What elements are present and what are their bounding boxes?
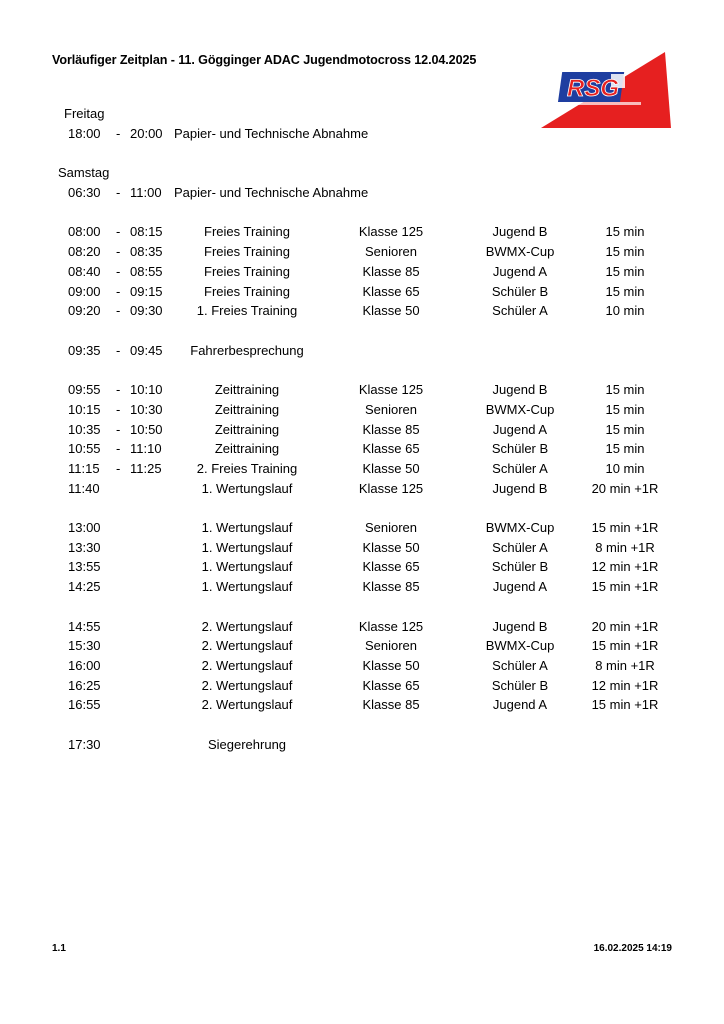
schedule-row bbox=[0, 636, 724, 656]
footer-version: 1.1 bbox=[52, 943, 66, 954]
class-name: Klasse 125 bbox=[358, 619, 424, 634]
row-description: Papier- und Technische Abnahme bbox=[174, 126, 369, 141]
event-name: 1. Wertungslauf bbox=[201, 540, 293, 555]
class-name: Klasse 125 bbox=[358, 224, 424, 239]
duration: 12 min +1R bbox=[591, 559, 659, 574]
time-start: 13:30 bbox=[68, 540, 101, 555]
time-start: 09:00 bbox=[68, 284, 101, 299]
group-name: BWMX-Cup bbox=[485, 520, 555, 535]
event-name: 2. Wertungslauf bbox=[201, 678, 293, 693]
class-name: Senioren bbox=[364, 520, 418, 535]
logo-text: RSG bbox=[567, 75, 620, 102]
time-end: 10:50 bbox=[130, 422, 163, 437]
duration: 15 min bbox=[605, 382, 645, 397]
time-start: 09:55 bbox=[68, 382, 101, 397]
group-name: Jugend A bbox=[492, 697, 548, 712]
time-end: 09:30 bbox=[130, 303, 163, 318]
event-name: Freies Training bbox=[204, 224, 290, 239]
event-name: Fahrerbesprechung bbox=[190, 343, 304, 358]
group-name: Jugend B bbox=[492, 224, 548, 239]
schedule-row bbox=[0, 222, 724, 242]
class-name: Senioren bbox=[364, 402, 418, 417]
time-end: 09:15 bbox=[130, 284, 163, 299]
duration: 15 min +1R bbox=[591, 579, 659, 594]
duration: 15 min bbox=[605, 264, 645, 279]
class-name: Klasse 85 bbox=[362, 579, 420, 594]
schedule-row bbox=[0, 695, 724, 715]
duration: 15 min +1R bbox=[591, 697, 659, 712]
group-name: Jugend A bbox=[492, 579, 548, 594]
class-name: Klasse 85 bbox=[362, 697, 420, 712]
group-name: Jugend B bbox=[492, 481, 548, 496]
time-start: 08:20 bbox=[68, 244, 101, 259]
schedule-row bbox=[0, 380, 724, 400]
schedule-row bbox=[0, 301, 724, 321]
event-name: Siegerehrung bbox=[207, 737, 287, 752]
row-description: Papier- und Technische Abnahme bbox=[174, 185, 369, 200]
time-dash: - bbox=[116, 343, 121, 358]
duration: 20 min +1R bbox=[591, 481, 659, 496]
time-dash: - bbox=[116, 303, 121, 318]
schedule-row bbox=[0, 479, 724, 499]
class-name: Klasse 125 bbox=[358, 382, 424, 397]
footer-timestamp: 16.02.2025 14:19 bbox=[593, 943, 672, 954]
time-dash: - bbox=[116, 126, 121, 141]
group-name: Schüler A bbox=[492, 461, 548, 476]
time-start: 18:00 bbox=[68, 126, 101, 141]
schedule-row bbox=[0, 242, 724, 262]
event-name: 1. Wertungslauf bbox=[201, 520, 293, 535]
event-name: 1. Freies Training bbox=[196, 303, 298, 318]
class-name: Klasse 65 bbox=[362, 441, 420, 456]
rsg-logo bbox=[541, 52, 671, 128]
event-name: Freies Training bbox=[204, 244, 290, 259]
time-end: 08:15 bbox=[130, 224, 163, 239]
event-name: Zeittraining bbox=[214, 422, 280, 437]
class-name: Klasse 50 bbox=[362, 461, 420, 476]
time-start: 11:15 bbox=[68, 461, 100, 476]
time-start: 13:55 bbox=[68, 559, 101, 574]
group-name: Schüler B bbox=[491, 559, 549, 574]
event-name: Zeittraining bbox=[214, 382, 280, 397]
event-name: Freies Training bbox=[204, 284, 290, 299]
schedule-row bbox=[0, 617, 724, 637]
time-dash: - bbox=[116, 244, 121, 259]
schedule-row bbox=[0, 400, 724, 420]
duration: 15 min +1R bbox=[591, 638, 659, 653]
time-start: 08:40 bbox=[68, 264, 101, 279]
time-start: 17:30 bbox=[68, 737, 101, 752]
time-end: 08:55 bbox=[130, 264, 163, 279]
group-name: Jugend B bbox=[492, 382, 548, 397]
event-name: 2. Wertungslauf bbox=[201, 697, 293, 712]
time-start: 10:55 bbox=[68, 441, 101, 456]
page-title: Vorläufiger Zeitplan - 11. Gögginger ADAC Jugendmotocross 12.04.2025 bbox=[52, 53, 477, 67]
time-start: 16:25 bbox=[68, 678, 101, 693]
time-dash: - bbox=[116, 422, 121, 437]
duration: 12 min +1R bbox=[591, 678, 659, 693]
group-name: Schüler B bbox=[491, 284, 549, 299]
event-name: Zeittraining bbox=[214, 441, 280, 456]
event-name: 1. Wertungslauf bbox=[201, 579, 293, 594]
class-name: Klasse 50 bbox=[362, 540, 420, 555]
time-start: 09:20 bbox=[68, 303, 101, 318]
time-start: 11:40 bbox=[68, 481, 100, 496]
group-name: BWMX-Cup bbox=[485, 638, 555, 653]
time-end: 08:35 bbox=[130, 244, 163, 259]
time-dash: - bbox=[116, 382, 121, 397]
schedule-row bbox=[0, 518, 724, 538]
schedule-row bbox=[0, 676, 724, 696]
event-name: 2. Wertungslauf bbox=[201, 658, 293, 673]
time-end: 09:45 bbox=[130, 343, 163, 358]
class-name: Klasse 85 bbox=[362, 264, 420, 279]
duration: 8 min +1R bbox=[595, 658, 655, 673]
duration: 15 min bbox=[605, 441, 645, 456]
group-name: Schüler B bbox=[491, 441, 549, 456]
duration: 15 min bbox=[605, 244, 645, 259]
schedule-row bbox=[0, 577, 724, 597]
time-start: 08:00 bbox=[68, 224, 101, 239]
logo-subline bbox=[567, 102, 641, 105]
schedule-row bbox=[0, 439, 724, 459]
class-name: Klasse 65 bbox=[362, 284, 420, 299]
schedule-row-ceremony bbox=[0, 735, 724, 755]
event-name: 1. Wertungslauf bbox=[201, 559, 293, 574]
event-name: 2. Freies Training bbox=[196, 461, 298, 476]
class-name: Klasse 65 bbox=[362, 678, 420, 693]
class-name: Klasse 50 bbox=[362, 303, 420, 318]
group-name: Schüler B bbox=[491, 678, 549, 693]
class-name: Senioren bbox=[364, 244, 418, 259]
duration: 10 min bbox=[605, 303, 645, 318]
event-name: Zeittraining bbox=[214, 402, 280, 417]
event-name: Freies Training bbox=[204, 264, 290, 279]
time-start: 10:35 bbox=[68, 422, 101, 437]
time-dash: - bbox=[116, 264, 121, 279]
time-dash: - bbox=[116, 284, 121, 299]
duration: 10 min bbox=[605, 461, 645, 476]
time-dash: - bbox=[116, 185, 121, 200]
time-end: 10:30 bbox=[130, 402, 163, 417]
schedule-row bbox=[0, 459, 724, 479]
duration: 15 min bbox=[605, 422, 645, 437]
class-name: Klasse 50 bbox=[362, 658, 420, 673]
schedule-row bbox=[0, 262, 724, 282]
time-start: 16:55 bbox=[68, 697, 101, 712]
time-start: 06:30 bbox=[68, 185, 101, 200]
time-start: 14:55 bbox=[68, 619, 101, 634]
event-name: 2. Wertungslauf bbox=[201, 638, 293, 653]
time-end: 20:00 bbox=[130, 126, 163, 141]
time-dash: - bbox=[116, 441, 121, 456]
day-label-samstag: Samstag bbox=[58, 165, 110, 180]
duration: 15 min bbox=[605, 402, 645, 417]
schedule-row bbox=[0, 557, 724, 577]
group-name: Jugend A bbox=[492, 264, 548, 279]
schedule-row bbox=[0, 420, 724, 440]
group-name: Jugend B bbox=[492, 619, 548, 634]
samstag-row bbox=[0, 183, 724, 203]
time-start: 13:00 bbox=[68, 520, 101, 535]
duration: 15 min bbox=[605, 284, 645, 299]
time-start: 16:00 bbox=[68, 658, 101, 673]
group-name: BWMX-Cup bbox=[485, 244, 555, 259]
time-start: 10:15 bbox=[68, 402, 101, 417]
class-name: Klasse 85 bbox=[362, 422, 420, 437]
time-end: 10:10 bbox=[130, 382, 163, 397]
group-name: Schüler A bbox=[492, 303, 548, 318]
time-start: 15:30 bbox=[68, 638, 101, 653]
time-end: 11:00 bbox=[130, 185, 162, 200]
time-end: 11:10 bbox=[130, 441, 162, 456]
event-name: 2. Wertungslauf bbox=[201, 619, 293, 634]
group-name: BWMX-Cup bbox=[485, 402, 555, 417]
duration: 8 min +1R bbox=[595, 540, 655, 555]
day-label-freitag: Freitag bbox=[64, 106, 105, 121]
group-name: Schüler A bbox=[492, 658, 548, 673]
time-dash: - bbox=[116, 224, 121, 239]
schedule-row-briefing bbox=[0, 341, 724, 361]
duration: 15 min bbox=[605, 224, 645, 239]
freitag-row bbox=[0, 124, 724, 144]
time-dash: - bbox=[116, 461, 121, 476]
event-name: 1. Wertungslauf bbox=[201, 481, 293, 496]
time-end: 11:25 bbox=[130, 461, 162, 476]
time-start: 14:25 bbox=[68, 579, 101, 594]
time-start: 09:35 bbox=[68, 343, 101, 358]
class-name: Klasse 125 bbox=[358, 481, 424, 496]
class-name: Senioren bbox=[364, 638, 418, 653]
schedule-row bbox=[0, 656, 724, 676]
time-dash: - bbox=[116, 402, 121, 417]
group-name: Schüler A bbox=[492, 540, 548, 555]
schedule-row bbox=[0, 282, 724, 302]
class-name: Klasse 65 bbox=[362, 559, 420, 574]
duration: 15 min +1R bbox=[591, 520, 659, 535]
group-name: Jugend A bbox=[492, 422, 548, 437]
schedule-row bbox=[0, 538, 724, 558]
duration: 20 min +1R bbox=[591, 619, 659, 634]
